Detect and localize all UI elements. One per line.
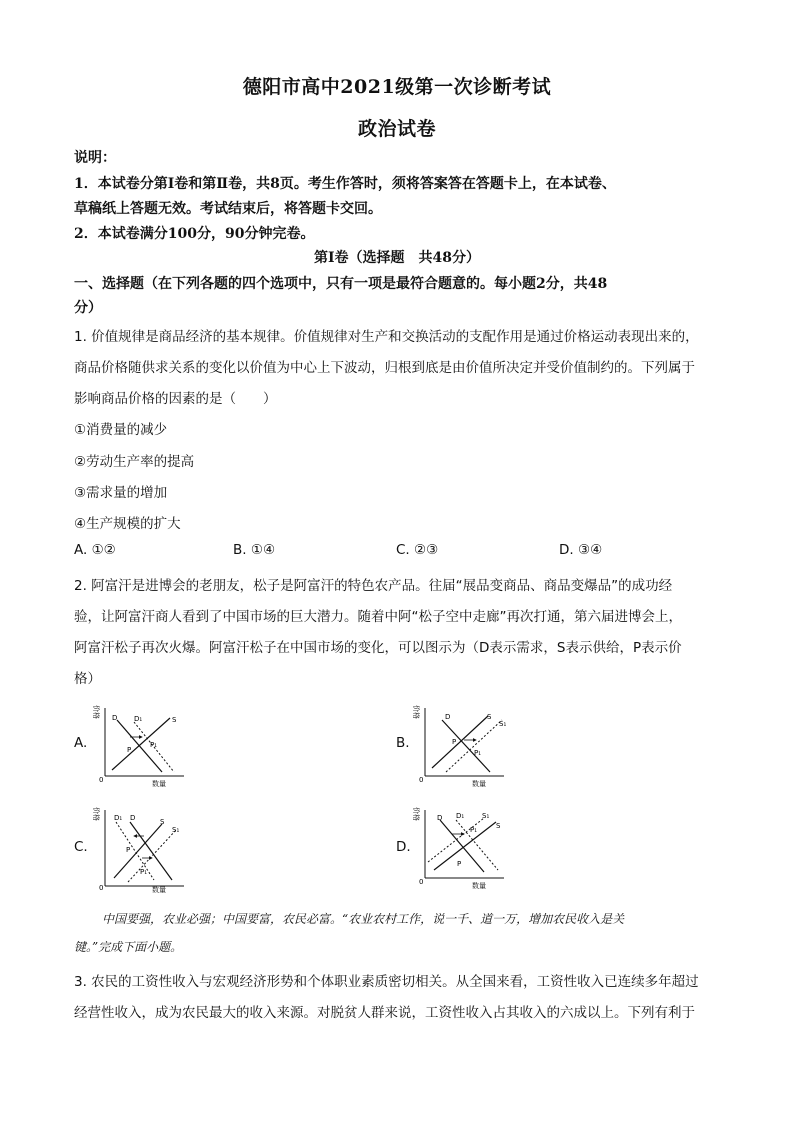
svg-text:价格: 价格 [92,807,100,821]
svg-text:0: 0 [419,776,424,784]
svg-text:数量: 数量 [472,882,486,890]
svg-text:D₁: D₁ [456,812,465,820]
svg-text:S: S [160,818,165,826]
svg-text:D: D [130,814,136,822]
q2-graph-a [92,702,192,792]
svg-text:P₁: P₁ [474,749,482,757]
svg-text:S₁: S₁ [482,812,490,820]
section-heading: 第Ⅰ卷（选择题 共48分） [313,250,481,266]
svg-text:S: S [496,822,501,830]
q1-item-4: ④生产规模的扩大 [74,516,181,532]
q2-option-d-letter: D. [396,839,411,855]
svg-text:P: P [452,738,457,746]
svg-text:0: 0 [419,878,424,886]
svg-text:P₁: P₁ [140,868,148,876]
q1-option-a: A. ①② [74,542,116,558]
supply-curve-s [112,718,170,770]
supply-curve-s1 [428,818,484,862]
q2-graph-b [412,702,512,792]
q1-option-d: D. ③④ [559,542,603,558]
instructions-label: 说明： [74,150,116,166]
svg-text:D: D [112,714,118,722]
q1-option-b: B. ①④ [233,542,276,558]
svg-text:D: D [445,713,451,721]
svg-text:S: S [172,716,177,724]
instructions-line-3: 2．本试卷满分100分，90分钟完卷。 [74,226,315,242]
svg-text:D₁: D₁ [134,715,143,723]
svg-text:S₁: S₁ [172,826,180,834]
q2-option-b-letter: B. [396,735,410,751]
q1-item-1: ①消费量的减少 [74,422,168,438]
q2-option-a-letter: A. [74,735,88,751]
q3-line-2: 经营性收入，成为农民最大的收入来源。对脱贫人群来说，工资性收入占其收入的六成以上。下列有利于 [74,1005,695,1021]
price-axis-label [92,705,101,719]
supply-curve-s1 [446,720,502,772]
q1-option-c: C. ②③ [396,542,439,558]
svg-text:0: 0 [99,884,104,892]
q2-option-c-letter: C. [74,839,88,855]
svg-text:P: P [126,846,131,854]
q2-line-4: 格） [74,671,101,687]
q3-line-1: 3. 农民的工资性收入与宏观经济形势和个体职业素质密切相关。从全国来看，工资性收入已连续多年超过 [74,974,699,990]
svg-text:数量: 数量 [152,886,166,894]
section-intro-line-1: 一、选择题（在下列各题的四个选项中，只有一项是最符合题意的。每小题2分，共48 [74,276,608,292]
instructions-line-2: 草稿纸上答题无效。考试结束后，将答题卡交回。 [74,201,382,217]
demand-curve-d1 [116,822,154,880]
q1-item-3: ③需求量的增加 [74,485,168,501]
q2-line-2: 验，让阿富汗商人看到了中国市场的巨大潜力。随着中阿“松子空中走廊”再次打通，第六届进博会上， [74,609,682,625]
svg-text:数量: 数量 [472,780,486,788]
supply-curve-s [434,822,496,870]
svg-text:P: P [127,746,132,754]
svg-text:S₁: S₁ [499,720,507,728]
demand-curve-d [442,720,490,772]
svg-text:P₁: P₁ [150,741,158,749]
svg-text:P: P [457,860,462,868]
q2-graph-c [92,804,192,894]
q2-line-1: 2. 阿富汗是进博会的老朋友，松子是阿富汗的特色农产品。往届“展品变商品、商品变爆品”的成功经 [74,578,673,594]
origin-label: 0 [99,776,104,784]
exam-title: 德阳市高中2021级第一次诊断考试 [242,76,552,98]
q1-line-3: 影响商品价格的因素的是（ ） [74,391,277,407]
passage-line-2: 键。”完成下面小题。 [74,940,183,954]
svg-text:价格: 价格 [92,705,100,719]
demand-curve-d [130,822,172,880]
q2-graph-d [412,804,512,894]
svg-text:P₁: P₁ [470,826,478,834]
quantity-axis-label: 数量 [152,780,166,788]
svg-text:S: S [487,713,492,721]
q1-line-2: 商品价格随供求关系的变化以价值为中心上下波动，归根到底是由价值所决定并受价值制约的。下列属于 [74,360,695,376]
passage-line-1: 中国要强，农业必强；中国要富，农民必富。“农业农村工作，说一千、道一万，增加农民收入是关 [102,912,625,926]
q1-line-1: 1. 价值规律是商品经济的基本规律。价值规律对生产和交换活动的支配作用是通过价格运动表现出来的， [74,329,699,345]
exam-subject: 政治试卷 [357,118,436,140]
section-intro-line-2: 分） [74,300,102,316]
instructions-line-1: 1．本试卷分第Ⅰ卷和第Ⅱ卷，共8页。考生作答时，须将答案答在答题卡上，在本试卷、 [74,176,616,192]
svg-text:价格: 价格 [412,705,420,719]
svg-text:价格: 价格 [412,807,420,821]
q1-item-2: ②劳动生产率的提高 [74,454,195,470]
q2-line-3: 阿富汗松子再次火爆。阿富汗松子在中国市场的变化，可以图示为（D表示需求，S表示供给，P表示价 [74,640,682,656]
svg-text:D: D [437,814,443,822]
supply-curve-s1 [128,830,176,882]
svg-text:D₁: D₁ [114,814,123,822]
